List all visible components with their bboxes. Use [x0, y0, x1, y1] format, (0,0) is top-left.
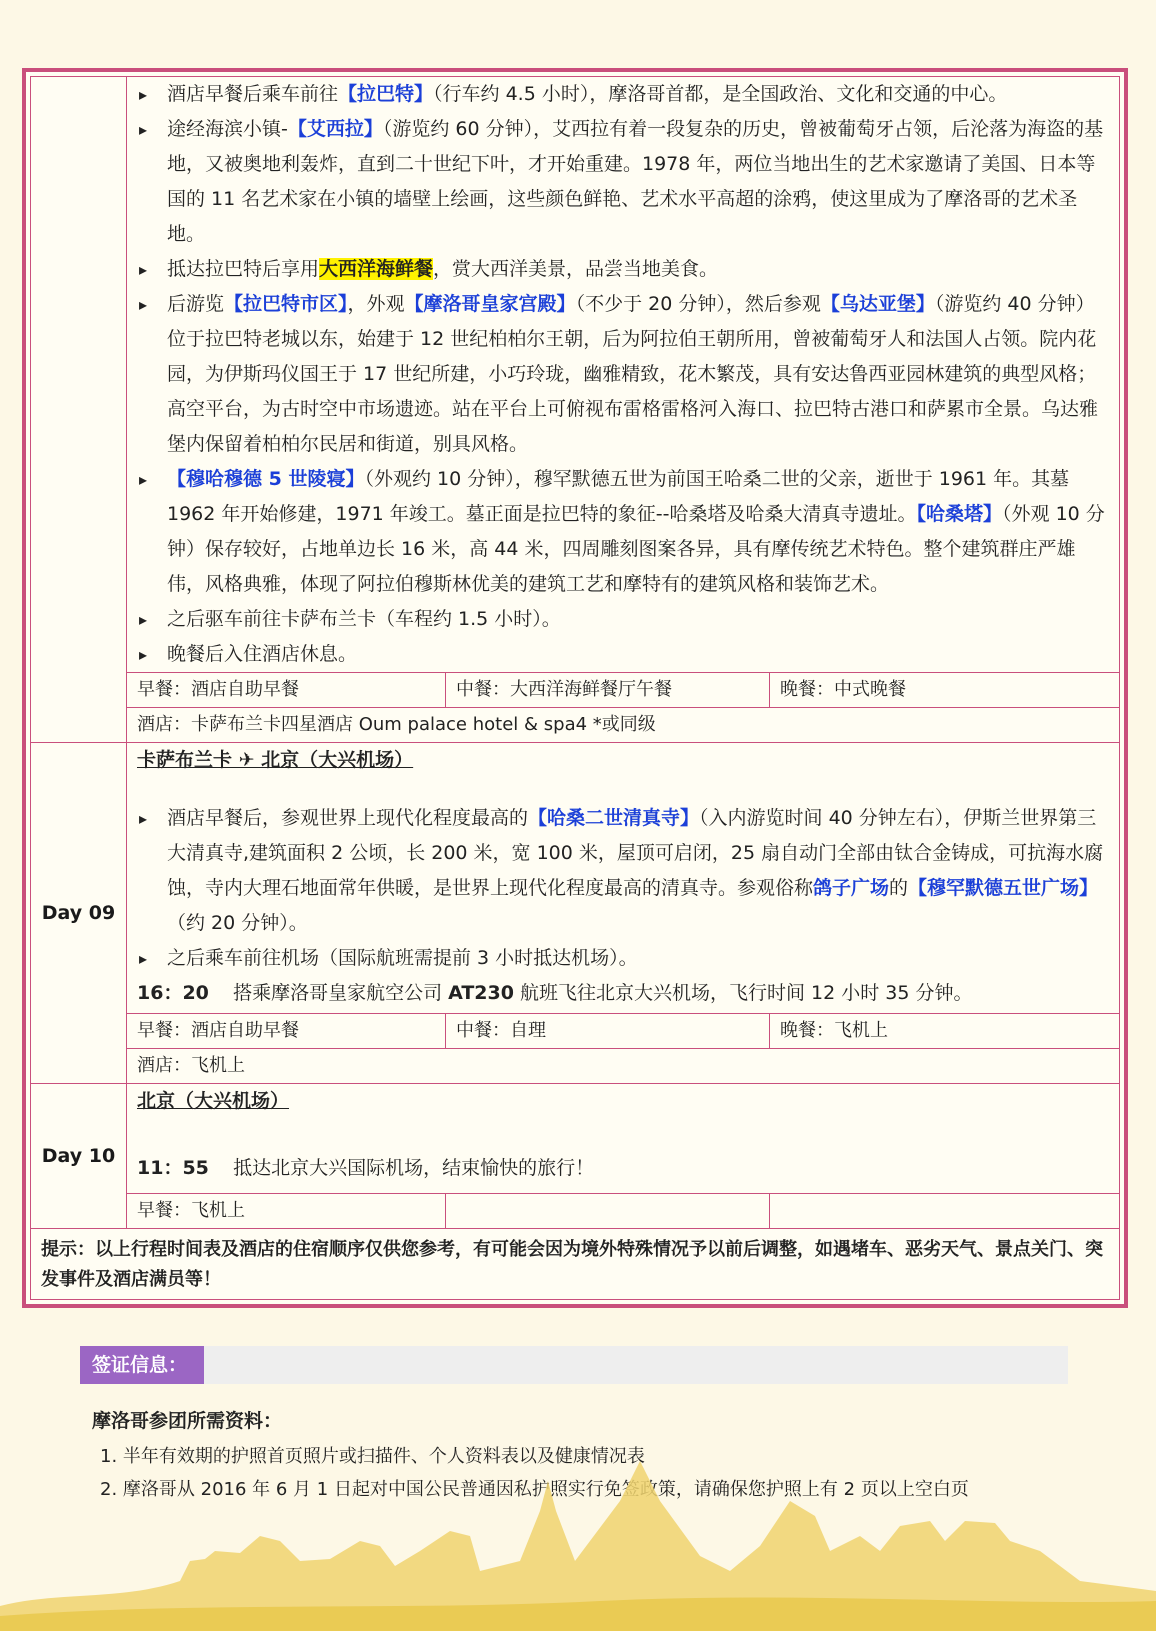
day09-flight-time: 16：20 — [137, 982, 209, 1004]
day09-bullet-1-text-6: 【穆罕默德五世广场】 — [908, 877, 1099, 899]
day09-meals — [127, 1013, 1119, 1048]
landmark-skyline-illustration — [0, 1441, 1156, 1631]
day09-lunch: 中餐：自理 — [445, 1014, 768, 1048]
day08-bullet-4-text-2: 【拉巴特市区】 — [224, 293, 348, 315]
itinerary-table — [22, 68, 1128, 1308]
day08-lunch: 中餐：大西洋海鲜餐厅午餐 — [445, 673, 768, 707]
day08-bullet-5 — [127, 462, 1119, 602]
day09-bullet-list — [127, 801, 1119, 976]
visa-section-header — [80, 1346, 1068, 1384]
day09-flight-text-b: 航班飞往北京大兴机场，飞行时间 12 小时 35 分钟。 — [513, 982, 973, 1004]
day08-bullet-2-text-3: （游览约 60 分钟），艾西拉有着一段复杂的历史，曾被葡萄牙占领，后沦落为海盗的基地，又被奥地利轰炸，直到二十世纪下叶，才开始重建。1978 年，两位当地出生的艺术家邀请了美国、日本等国的 11 名艺术家在小镇的墙壁上绘画，这些颜色鲜艳、艺术水平高超的涂鸦，使这里成为了摩洛哥的艺术圣地。 — [167, 118, 1104, 245]
day09-bullet-1-text-3: （入内游览时间 40 分钟左右），伊斯兰世界第三大清真寺,建筑面积 2 公顷，长 200 米，宽 100 米，屋顶可启闭，25 扇自动门全部由钛合金铸成，可抗海水腐蚀，寺内大理石地面常年供暖，是世界上现代化程度最高的清真寺。参观俗称 — [167, 807, 1104, 899]
day08-breakfast: 早餐：酒店自助早餐 — [137, 679, 299, 700]
visa-item-2: 2. 摩洛哥从 2016 年 6 月 1 日起对中国公民普通因私护照实行免签政策，请确保您护照上有 2 页以上空白页 — [100, 1479, 969, 1500]
visa-tag: 签证信息： — [80, 1346, 204, 1384]
day08-content — [127, 77, 1119, 742]
day08-bullet-4-text-7: （游览约 40 分钟）位于拉巴特老城以东，始建于 12 世纪柏柏尔王朝，后为阿拉伯王朝所用，曾被葡萄牙人和法国人占领。院内花园，为伊斯玛仪国王于 17 世纪所建，小巧玲珑，幽雅精致，花木繁茂，具有安达鲁西亚园林建筑的典型风格；高空平台，为古时空中市场遗迹。站在平台上可俯视布雷格雷格河入海口、拉巴特古港口和萨累市全景。乌达雅堡内保留着柏柏尔民居和街道，别具风格。 — [167, 293, 1099, 455]
day09-flight-text-a: 搭乘摩洛哥皇家航空公司 — [233, 982, 449, 1004]
day08-bullet-5-text-3: 【哈桑塔】 — [916, 503, 1003, 525]
day08-bullet-4-text-3: ，外观 — [347, 293, 405, 315]
day10-lunch-empty — [445, 1194, 768, 1228]
day08-bullet-3-text-2: 大西洋海鲜餐 — [319, 258, 434, 280]
day10-arrival-time: 11：55 — [137, 1157, 209, 1179]
day10-row — [31, 1083, 1119, 1229]
day09-bullet-1-text-1: 酒店早餐后，参观世界上现代化程度最高的 — [167, 807, 529, 829]
day10-arrival — [127, 1151, 1119, 1185]
day09-hotel-row — [127, 1048, 1119, 1083]
day09-row — [31, 742, 1119, 1084]
day10-content — [127, 1083, 1119, 1228]
day08-bullet-4-text-4: 【摩洛哥皇家宫殿】 — [404, 293, 576, 315]
day08-bullet-1-text-1: 酒店早餐后乘车前往 — [167, 83, 339, 105]
day08-bullet-4 — [127, 287, 1119, 462]
day10-breakfast: 早餐：飞机上 — [137, 1200, 245, 1221]
itinerary-tip: 提示：以上行程时间表及酒店的住宿顺序仅供您参考，有可能会因为境外特殊情况予以前后调整，如遇堵车、恶劣天气、景点关门、突发事件及酒店满员等！ — [41, 1239, 1103, 1290]
day08-bullet-2-text-1: 途经海滨小镇- — [167, 118, 288, 140]
day09-bullet-2 — [127, 941, 1119, 976]
day09-flight-number: AT230 — [448, 982, 514, 1004]
day08-bullet-5-text-4: （外观 10 分钟）保存较好，占地单边长 16 米，高 44 米，四周雕刻图案各异，具有摩传统艺术特色。整个建筑群庄严雄伟，风格典雅，体现了阿拉伯穆斯林优美的建筑工艺和摩特有的建筑风格和装饰艺术。 — [167, 503, 1105, 595]
visa-title: 摩洛哥参团所需资料： — [92, 1410, 283, 1432]
day08-bullet-6 — [127, 602, 1119, 637]
day09-bullet-1 — [127, 801, 1119, 941]
day08-bullet-5-text-2: （外观约 10 分钟），穆罕默德五世为前国王哈桑二世的父亲，逝世于 1961 年。其墓 1962 年开始修建，1971 年竣工。墓正面是拉巴特的象征--哈桑塔及哈桑大清真寺遗址。 — [167, 468, 1070, 525]
day08-bullet-list — [127, 77, 1119, 672]
day08-hotel: 酒店：卡萨布兰卡四星酒店 Oum palace hotel & spa4 *或同级 — [137, 714, 656, 735]
day09-bullet-1-text-7: （约 20 分钟）。 — [167, 912, 308, 934]
day09-bullet-1-text-5: 的 — [889, 877, 909, 899]
day08-row — [31, 77, 1119, 743]
day08-bullet-4-text-5: （不少于 20 分钟），然后参观 — [575, 293, 821, 315]
day08-bullet-4-text-6: 【乌达亚堡】 — [820, 293, 935, 315]
day10-meals — [127, 1193, 1119, 1228]
day08-bullet-6-text-1: 之后驱车前往卡萨布兰卡（车程约 1.5 小时）。 — [167, 608, 561, 630]
day08-bullet-1-text-2: 【拉巴特】 — [338, 83, 434, 105]
day09-content — [127, 742, 1119, 1083]
day08-bullet-3-text-1: 抵达拉巴特后享用 — [167, 258, 320, 280]
day10-arrival-text: 抵达北京大兴国际机场，结束愉快的旅行！ — [233, 1157, 595, 1179]
visa-item-1: 1. 半年有效期的护照首页照片或扫描件、个人资料表以及健康情况表 — [100, 1446, 645, 1467]
day09-breakfast: 早餐：酒店自助早餐 — [137, 1020, 299, 1041]
day09-dinner: 晚餐：飞机上 — [769, 1014, 1119, 1048]
day09-route: 卡萨布兰卡 ✈ 北京（大兴机场） — [137, 749, 414, 771]
day10-label: Day 10 — [31, 1083, 127, 1228]
day08-bullet-7 — [127, 637, 1119, 672]
day08-bullet-4-text-1: 后游览 — [167, 293, 225, 315]
day08-label-cell — [31, 77, 127, 742]
day08-dinner: 晚餐：中式晚餐 — [769, 673, 1119, 707]
day08-bullet-2-text-2: 【艾西拉】 — [287, 118, 383, 140]
day08-bullet-2 — [127, 112, 1119, 252]
day09-flight — [127, 976, 1119, 1010]
day08-bullet-1-text-3: （行车约 4.5 小时），摩洛哥首都，是全国政治、文化和交通的中心。 — [433, 83, 1008, 105]
day09-bullet-1-text-4: 鸽子广场 — [813, 877, 890, 899]
day08-bullet-3 — [127, 252, 1119, 287]
day08-hotel-row — [127, 707, 1119, 742]
day09-hotel: 酒店：飞机上 — [137, 1055, 245, 1076]
day08-bullet-1 — [127, 77, 1119, 112]
day08-bullet-5-text-1: 【穆哈穆德 5 世陵寝】 — [167, 468, 365, 490]
day08-meals — [127, 672, 1119, 707]
day10-dinner-empty — [769, 1194, 1119, 1228]
itinerary-table-inner — [30, 76, 1120, 1300]
day09-bullet-2-text-1: 之后乘车前往机场（国际航班需提前 3 小时抵达机场）。 — [167, 947, 638, 969]
day08-bullet-3-text-3: ，赏大西洋美景，品尝当地美食。 — [433, 258, 719, 280]
day10-route: 北京（大兴机场） — [137, 1090, 290, 1112]
day09-bullet-1-text-2: 【哈桑二世清真寺】 — [528, 807, 700, 829]
day08-bullet-7-text-1: 晚餐后入住酒店休息。 — [167, 643, 358, 665]
day09-label: Day 09 — [31, 742, 127, 1083]
